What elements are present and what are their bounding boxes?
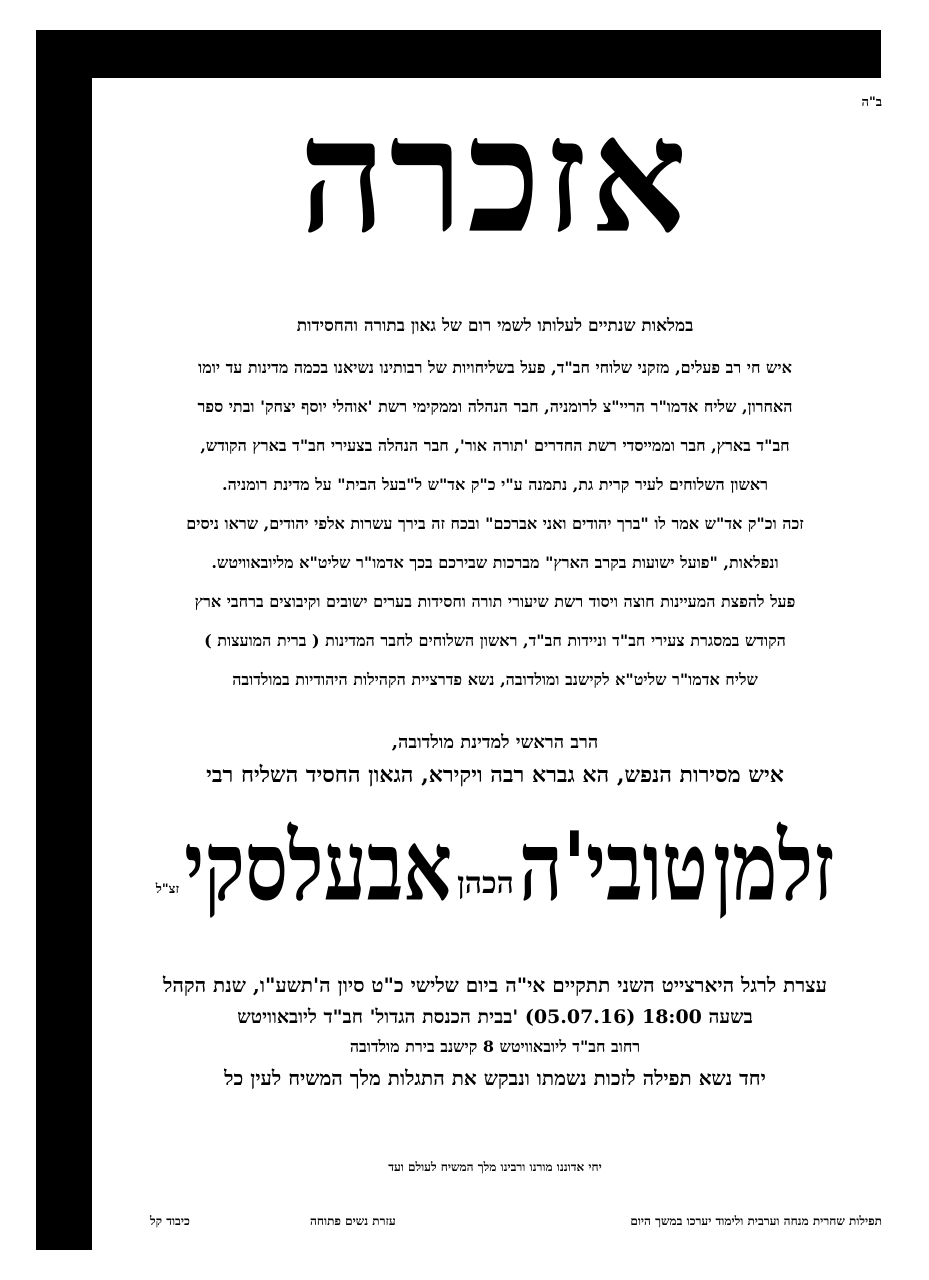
notice-sheet (92, 78, 898, 1262)
biography-line: איש חי רב פעלים, מזקני שלוחי חב"ד, פעל בשליחויות של רבותינו נשיאנו בכמה מדינות עד יומו (198, 358, 792, 377)
biography-line: פעל להפצת המעיינות חוצה ויסוד רשת שיעורי תורה וחסידות בערים ישובים וקיבוצים ברחבי ארץ (194, 592, 796, 611)
chief-rabbi-line: הרב הראשי למדינת מולדובה, (391, 732, 599, 753)
biography-line: ראשון השלוחים לעיר קרית גת, נתמנה ע"י כ"ק אד"ש ל"בעל הבית" על מדינת רומניה. (222, 475, 768, 494)
footer-refreshments-note: כיבוד קל (150, 1214, 190, 1228)
bh-mark: ב"ה (861, 95, 882, 110)
name-kohen: הכהן (457, 866, 514, 901)
yechi-line: יחי אדוננו מורנו ורבינו מלך המשיח לעולם ועד (388, 1160, 602, 1174)
intro-line: במלאות שנתיים לעלותו לשמי רום של גאון בתורה והחסידות (296, 316, 694, 336)
footer-prayers-note: תפילות שחרית מנחה וערבית ולימוד יערכו במשך היום (630, 1214, 882, 1228)
biography-line: הקודש במסגרת צעירי חב"ד וניידות חב"ד, ראשון השלוחים לחבר המדינות ( ברית המועצות ) (204, 631, 786, 650)
biography-line: האחרון, שליח אדמו"ר הריי"צ לרומניה, חבר הנהלה וממקימי רשת 'אוהלי יוסף יצחק' ובתי ספר (197, 397, 793, 416)
name-first: זלמן (713, 810, 835, 922)
gathering-address-line: רחוב חב"ד ליובאוויטש 8 קישנב בירת מולדובה (349, 1037, 641, 1056)
biography-line: שליח אדמו"ר שליט"א לקישנב ומולדובה, נשא פדרציית הקהילות היהודיות במולדובה (232, 670, 758, 689)
biography-line: זכה וכ"ק אד"ש אמר לו "ברך יהודים ואני אברכם" ובכח זה בירך עשרות אלפי יהודים, שראו ניסים (186, 514, 804, 533)
name-family: אבעלסקי (184, 810, 453, 922)
gathering-prayer-line: יחד נשא תפילה לזכות נשמתו ונבקש את התגלות מלך המשיח לעין כל (224, 1066, 766, 1090)
name-middle: טובי'ה (519, 810, 708, 922)
name-suffix: זצ"ל (155, 882, 180, 897)
biography-line: ונפלאות, "פועל ישועות בקרב הארץ" מברכות שבירכם בכך אדמו"ר שליט"א מליובאוויטש. (211, 553, 779, 572)
footer-women-section-note: עזרת נשים פתוחה (310, 1214, 396, 1228)
biography-line: חב"ד בארץ, חבר וממייסדי רשת החדרים 'תורה אור', חבר הנהלה בצעירי חב"ד בארץ הקודש, (200, 436, 790, 455)
gathering-details (112, 968, 878, 1094)
deceased-name (92, 810, 898, 942)
gathering-date-line: עצרת לרגל היארצייט השני תתקיים אי"ה ביום שלישי כ"ט סיון ה'תשע"ו, שנת הקהל (163, 973, 827, 997)
biography-text (116, 348, 874, 699)
gathering-time-line: בשעה 18:00 (05.07.16) 'בבית הכנסת הגדול' חב"ד ליובאוויטש (237, 1006, 753, 1028)
page-title: אזכרה (299, 83, 691, 269)
black-border-frame (36, 30, 881, 1250)
epithet-line: איש מסירות הנפש, הא גברא רבה ויקירא, הגאון החסיד השליח רבי (206, 762, 784, 788)
